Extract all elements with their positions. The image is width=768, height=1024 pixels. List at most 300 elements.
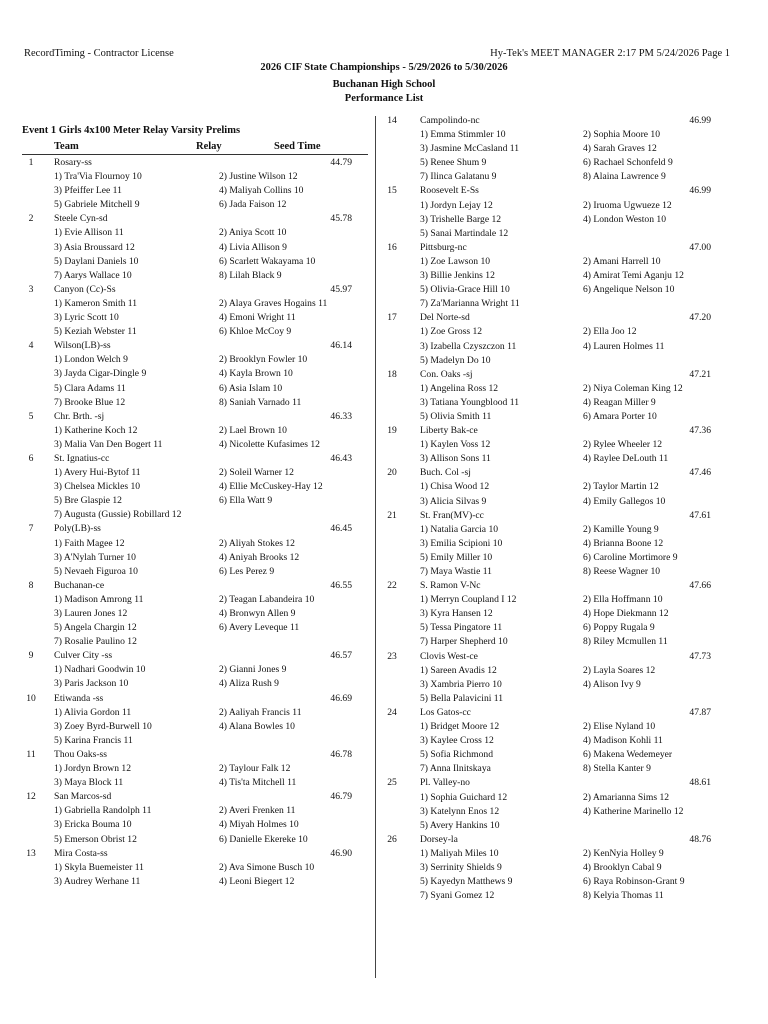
relay-entry [383, 706, 733, 776]
entry-team: Clovis West-ce [420, 650, 478, 662]
entry-rank: 15 [387, 185, 397, 197]
runner-name: 1) Faith Magee 12 [54, 537, 125, 549]
runner-name: 2) Aniya Scott 10 [219, 227, 287, 239]
runner-row [22, 241, 372, 255]
column-relay: Relay [196, 141, 222, 152]
entry-header-row [22, 212, 372, 226]
relay-entry [383, 776, 733, 832]
runner-name: 4) Madison Kohli 11 [583, 735, 663, 747]
runner-name: 5) Bre Glaspie 12 [54, 495, 122, 507]
runner-name: 4) Katherine Marinello 12 [583, 805, 684, 817]
entry-team: Rosary-ss [54, 157, 92, 168]
entry-header-row [383, 706, 733, 720]
runner-name: 8) Stella Kanter 9 [583, 763, 651, 775]
runner-name: 3) Chelsea Mickles 10 [54, 481, 141, 493]
runner-name: 2) Rylee Wheeler 12 [583, 439, 663, 451]
relay-entry [22, 156, 372, 212]
runner-row [383, 227, 733, 241]
runner-name: 3) Billie Jenkins 12 [420, 270, 495, 282]
runner-name: 7) Anna Ilnitskaya [420, 763, 491, 775]
relay-entry [22, 579, 372, 649]
entry-header-row [383, 833, 733, 847]
runner-name: 2) Ella Hoffmann 10 [583, 594, 663, 606]
runner-row [22, 466, 372, 480]
runner-name: 6) Jada Faison 12 [219, 199, 287, 211]
entry-rank: 5 [28, 410, 34, 422]
relay-entry [22, 847, 372, 889]
runner-row [383, 551, 733, 565]
runner-row [383, 720, 733, 734]
meet-manager-info: Hy-Tek's MEET MANAGER 2:17 PM 5/24/2026 Page 1 [490, 48, 730, 59]
runner-row [383, 593, 733, 607]
runner-row [383, 269, 733, 283]
runner-row [22, 184, 372, 198]
entry-rank: 12 [26, 791, 36, 803]
runner-row [383, 255, 733, 269]
relay-entry [383, 650, 733, 706]
runner-name: 2) Ella Joo 12 [583, 326, 637, 338]
runner-row [22, 508, 372, 522]
runner-name: 5) Sofia Richmond [420, 749, 494, 761]
runner-row [383, 142, 733, 156]
runner-row [383, 847, 733, 861]
entry-header-row [383, 424, 733, 438]
runner-name: 3) Pfeiffer Lee 11 [54, 185, 122, 197]
entry-rank: 4 [28, 340, 34, 352]
runner-row [22, 438, 372, 452]
runner-row [22, 480, 372, 494]
entry-header-row [383, 114, 733, 128]
runner-name: 1) Emma Stimmler 10 [420, 129, 506, 141]
runner-name: 3) Emilia Scipioni 10 [420, 537, 503, 549]
entry-header-row [383, 311, 733, 325]
runner-row [383, 748, 733, 762]
entry-team: Roosevelt E-Ss [420, 185, 479, 197]
entry-seed-time: 46.99 [689, 185, 711, 197]
runner-name: 6) Les Perez 9 [219, 565, 275, 577]
entry-header-row [383, 509, 733, 523]
runner-name: 5) Olivia-Grace Hill 10 [420, 284, 510, 296]
runner-name: 7) Syani Gomez 12 [420, 890, 495, 902]
entry-seed-time: 47.61 [689, 509, 711, 521]
runner-name: 4) Nicolette Kufasimes 12 [219, 438, 320, 450]
runner-row [22, 776, 372, 790]
runner-row [22, 861, 372, 875]
entry-rank: 13 [26, 847, 36, 859]
entry-seed-time: 46.99 [689, 115, 711, 126]
entry-seed-time: 48.76 [689, 833, 711, 845]
runner-name: 3) Paris Jackson 10 [54, 678, 129, 690]
runner-row [22, 226, 372, 240]
entry-seed-time: 47.36 [689, 425, 711, 437]
entry-team: Campolindo-nc [420, 115, 480, 126]
runner-row [22, 804, 372, 818]
runner-row [22, 677, 372, 691]
runner-name: 8) Saniah Varnado 11 [219, 396, 302, 408]
entry-seed-time: 46.55 [330, 579, 352, 591]
runner-name: 4) London Weston 10 [583, 213, 666, 225]
runner-row [22, 494, 372, 508]
relay-entry [383, 509, 733, 579]
runner-row [383, 734, 733, 748]
runner-name: 3) Lyric Scott 10 [54, 312, 119, 324]
runner-name: 5) Avery Hankins 10 [420, 819, 500, 831]
runner-name: 1) Katherine Koch 12 [54, 424, 138, 436]
runner-name: 1) Gabriella Randolph 11 [54, 805, 152, 817]
runner-name: 6) Scarlett Wakayama 10 [219, 255, 316, 267]
meet-title: 2026 CIF State Championships - 5/29/2026 to 5/30/2026 [260, 62, 508, 73]
entry-team: Steele Cyn-sd [54, 213, 108, 225]
runner-name: 1) Skyla Buemeister 11 [54, 861, 144, 873]
runner-row [22, 818, 372, 832]
entry-team: Los Gatos-cc [420, 706, 471, 718]
entry-header-row [22, 283, 372, 297]
entry-seed-time: 47.00 [689, 241, 711, 253]
runner-name: 5) Emily Miller 10 [420, 551, 493, 563]
runner-name: 6) Angelique Nelson 10 [583, 284, 675, 296]
runner-name: 6) Poppy Rugala 9 [583, 622, 655, 634]
runner-name: 2) Ava Simone Busch 10 [219, 861, 315, 873]
entry-header-row [22, 452, 372, 466]
runner-name: 2) Alaya Graves Hogains 11 [219, 297, 328, 309]
runner-name: 4) Ellie McCuskey-Hay 12 [219, 481, 323, 493]
runner-name: 4) Sarah Graves 12 [583, 143, 657, 155]
entry-rank: 14 [387, 115, 397, 126]
runner-row [383, 889, 733, 903]
runner-name: 2) Soleil Warner 12 [219, 467, 294, 479]
runner-row [22, 255, 372, 269]
entry-rank: 24 [387, 706, 397, 718]
runner-name: 3) Kyra Hansen 12 [420, 608, 493, 620]
runner-row [22, 396, 372, 410]
entry-team: San Marcos-sd [54, 791, 112, 803]
runner-row [22, 311, 372, 325]
runner-name: 1) Jordyn Lejay 12 [420, 199, 493, 211]
entry-seed-time: 46.14 [330, 340, 352, 352]
runner-name: 4) Amirat Temi Aganju 12 [583, 270, 684, 282]
entry-header-row [22, 790, 372, 804]
runner-row [383, 297, 733, 311]
runner-row [383, 692, 733, 706]
runner-name: 3) Maya Block 11 [54, 777, 124, 789]
entry-seed-time: 47.46 [689, 467, 711, 479]
runner-name: 3) Jasmine McCasland 11 [420, 143, 520, 155]
runner-name: 4) Maliyah Collins 10 [219, 185, 304, 197]
entry-header-row [383, 241, 733, 255]
entry-rank: 25 [387, 777, 397, 789]
entry-rank: 9 [28, 650, 34, 662]
entry-seed-time: 47.66 [689, 580, 711, 592]
relay-entry [22, 410, 372, 452]
runner-name: 7) Harper Shepherd 10 [420, 636, 508, 648]
runner-name: 8) Riley Mcmullen 11 [583, 636, 668, 648]
runner-name: 2) Taylor Martin 12 [583, 481, 659, 493]
entry-rank: 21 [387, 509, 397, 521]
runner-name: 3) Asia Broussard 12 [54, 241, 135, 253]
runner-name: 1) Kaylen Voss 12 [420, 439, 491, 451]
runner-name: 4) Brooklyn Cabal 9 [583, 861, 662, 873]
entry-header-row [22, 692, 372, 706]
runner-row [383, 861, 733, 875]
relay-entry [383, 114, 733, 184]
entry-header-row [22, 410, 372, 424]
entry-seed-time: 46.90 [330, 847, 352, 859]
runner-row [383, 875, 733, 889]
runner-name: 5) Olivia Smith 11 [420, 410, 492, 422]
entry-seed-time: 47.87 [689, 706, 711, 718]
runner-row [383, 382, 733, 396]
runner-name: 3) Trishelle Barge 12 [420, 213, 502, 225]
runner-name: 4) Alison Ivy 9 [583, 678, 641, 690]
relay-entry [383, 311, 733, 367]
runner-name: 7) Za'Marianna Wright 11 [420, 298, 520, 310]
runner-name: 2) Layla Soares 12 [583, 664, 656, 676]
runner-name: 1) Nadhari Goodwin 10 [54, 664, 146, 676]
relay-entry [22, 339, 372, 409]
runner-name: 2) Niya Coleman King 12 [583, 382, 683, 394]
runner-name: 3) Audrey Werhane 11 [54, 875, 141, 887]
entry-rank: 20 [387, 467, 397, 479]
runner-name: 3) Serrinity Shields 9 [420, 861, 502, 873]
entry-header-row [22, 156, 372, 170]
entry-header-row [383, 466, 733, 480]
runner-name: 2) Justine Wilson 12 [219, 171, 298, 183]
entry-seed-time: 46.78 [330, 748, 352, 760]
runner-row [383, 565, 733, 579]
entry-seed-time: 47.73 [689, 650, 711, 662]
entry-team: Mira Costa-ss [54, 847, 108, 859]
entry-seed-time: 46.45 [330, 523, 352, 535]
entries-left-column [22, 156, 372, 889]
runner-name: 1) Chisa Wood 12 [420, 481, 490, 493]
runner-row [383, 128, 733, 142]
runner-name: 2) KenNyia Holley 9 [583, 847, 664, 859]
event-title: Event 1 Girls 4x100 Meter Relay Varsity Prelims [22, 125, 241, 136]
runner-name: 5) Angela Chargin 12 [54, 622, 137, 634]
runner-name: 3) Jayda Cigar-Dingle 9 [54, 368, 147, 380]
entries-right-column [383, 114, 733, 903]
runner-row [22, 762, 372, 776]
runner-name: 4) Tis'ta Mitchell 11 [219, 777, 297, 789]
entry-team: Buchanan-ce [54, 579, 105, 591]
runner-name: 4) Leoni Biegert 12 [219, 875, 295, 887]
entry-team: Canyon (Cc)-Ss [54, 283, 116, 295]
relay-entry [22, 748, 372, 790]
runner-row [383, 537, 733, 551]
runner-row [22, 621, 372, 635]
runner-row [383, 438, 733, 452]
entry-team: Pl. Valley-no [420, 777, 470, 789]
runner-row [22, 607, 372, 621]
entry-header-row [22, 339, 372, 353]
entry-team: Etiwanda -ss [54, 692, 104, 704]
entry-header-row [383, 579, 733, 593]
runner-row [22, 875, 372, 889]
entry-rank: 10 [26, 692, 36, 704]
runner-row [22, 635, 372, 649]
runner-name: 5) Emerson Obrist 12 [54, 833, 137, 845]
runner-name: 4) Lauren Holmes 11 [583, 340, 665, 352]
runner-row [383, 283, 733, 297]
relay-entry [22, 522, 372, 578]
entry-rank: 3 [28, 283, 34, 295]
entry-team: Liberty Bak-ce [420, 425, 478, 437]
entry-rank: 1 [28, 157, 34, 168]
runner-name: 6) Rachael Schonfeld 9 [583, 157, 673, 169]
venue-title: Buchanan High School [332, 79, 436, 90]
runner-name: 4) Reagan Miller 9 [583, 396, 656, 408]
runner-name: 2) Lael Brown 10 [219, 424, 287, 436]
runner-name: 1) Sophia Guichard 12 [420, 791, 508, 803]
runner-name: 2) Teagan Labandeira 10 [219, 593, 315, 605]
runner-row [22, 565, 372, 579]
relay-entry [383, 184, 733, 240]
entry-rank: 16 [387, 241, 397, 253]
relay-entry [383, 424, 733, 466]
runner-name: 3) Malia Van Den Bogert 11 [54, 438, 163, 450]
license-text: RecordTiming - Contractor License [24, 48, 174, 59]
runner-name: 5) Daylani Daniels 10 [54, 255, 139, 267]
runner-row [22, 424, 372, 438]
entry-team: Con. Oaks -sj [420, 368, 473, 380]
entry-seed-time: 47.21 [689, 368, 711, 380]
entry-team: S. Ramon V-Nc [420, 580, 481, 592]
entry-team: Del Norte-sd [420, 312, 470, 324]
entry-rank: 7 [28, 523, 34, 535]
runner-row [22, 537, 372, 551]
runner-row [22, 269, 372, 283]
runner-name: 6) Raya Robinson-Grant 9 [583, 876, 685, 888]
runner-row [383, 480, 733, 494]
entry-team: Culver City -ss [54, 650, 113, 662]
runner-name: 6) Khloe McCoy 9 [219, 326, 292, 338]
runner-row [383, 340, 733, 354]
runner-name: 7) Augusta (Gussie) Robillard 12 [54, 509, 182, 521]
entry-rank: 8 [28, 579, 34, 591]
runner-name: 8) Reese Wagner 10 [583, 566, 661, 577]
entry-seed-time: 46.69 [330, 692, 352, 704]
runner-name: 4) Raylee DeLouth 11 [583, 453, 669, 465]
runner-name: 6) Makena Wedemeyer [583, 749, 673, 761]
runner-row [22, 720, 372, 734]
relay-entry [383, 579, 733, 649]
runner-name: 2) Amani Harrell 10 [583, 255, 661, 267]
entry-team: Dorsey-la [420, 833, 458, 845]
entry-team: Poly(LB)-ss [54, 523, 101, 535]
runner-name: 3) Lauren Jones 12 [54, 608, 128, 619]
relay-entry [383, 368, 733, 424]
runner-name: 1) Angelina Ross 12 [420, 382, 499, 394]
runner-name: 4) Emily Gallegos 10 [583, 495, 666, 507]
runner-row [383, 762, 733, 776]
runner-row [383, 213, 733, 227]
runner-row [383, 678, 733, 692]
runner-name: 4) Miyah Holmes 10 [219, 819, 299, 831]
runner-name: 8) Lilah Black 9 [219, 269, 282, 281]
entry-seed-time: 47.20 [689, 312, 711, 324]
runner-name: 7) Brooke Blue 12 [54, 396, 126, 408]
runner-row [22, 325, 372, 339]
column-team: Team [54, 141, 79, 152]
runner-name: 1) Zoe Gross 12 [420, 326, 483, 338]
runner-row [383, 410, 733, 424]
runner-name: 3) Alicia Silvas 9 [420, 495, 487, 507]
runner-name: 7) Maya Wastie 11 [420, 566, 492, 577]
runner-row [22, 734, 372, 748]
runner-row [383, 396, 733, 410]
entry-rank: 17 [387, 312, 397, 324]
runner-row [383, 664, 733, 678]
runner-name: 1) Evie Allison 11 [54, 227, 124, 239]
runner-name: 3) Katelynn Enos 12 [420, 805, 500, 817]
runner-name: 4) Aliza Rush 9 [219, 678, 279, 690]
entry-seed-time: 48.61 [689, 777, 711, 789]
runner-name: 3) Zoey Byrd-Burwell 10 [54, 720, 152, 732]
runner-name: 5) Keziah Webster 11 [54, 326, 137, 338]
entry-team: St. Ignatius-cc [54, 452, 110, 464]
runner-name: 1) Avery Hui-Bytof 11 [54, 467, 141, 479]
runner-row [383, 523, 733, 537]
runner-name: 1) London Welch 9 [54, 354, 128, 366]
runner-name: 1) Tra'Via Flournoy 10 [54, 171, 142, 183]
entry-team: Thou Oaks-ss [54, 748, 108, 760]
runner-name: 6) Ella Watt 9 [219, 495, 273, 507]
runner-row [383, 607, 733, 621]
relay-entry [22, 692, 372, 748]
runner-name: 2) Gianni Jones 9 [219, 664, 287, 676]
runner-name: 4) Kayla Brown 10 [219, 368, 293, 380]
runner-name: 3) Izabella Czyszczon 11 [420, 340, 517, 352]
relay-entry [22, 790, 372, 846]
runner-name: 6) Danielle Ekereke 10 [219, 833, 308, 845]
entry-rank: 22 [387, 580, 397, 592]
runner-name: 6) Caroline Mortimore 9 [583, 551, 678, 563]
runner-row [22, 170, 372, 184]
runner-name: 2) Iruoma Ugwueze 12 [583, 199, 672, 211]
runner-name: 1) Merryn Coupland I 12 [420, 594, 517, 606]
entry-header-row [383, 776, 733, 790]
runner-name: 3) A'Nylah Turner 10 [54, 551, 136, 563]
entry-rank: 23 [387, 650, 397, 662]
entry-seed-time: 46.33 [330, 410, 352, 422]
runner-name: 2) Sophia Moore 10 [583, 129, 661, 141]
entry-rank: 11 [26, 748, 36, 760]
runner-name: 1) Jordyn Brown 12 [54, 763, 132, 775]
runner-name: 1) Natalia Garcia 10 [420, 523, 499, 535]
relay-entry [22, 649, 372, 691]
runner-row [383, 156, 733, 170]
runner-name: 4) Aniyah Brooks 12 [219, 551, 300, 563]
runner-name: 4) Livia Allison 9 [219, 241, 287, 253]
runner-name: 8) Kelyia Thomas 11 [583, 890, 664, 902]
runner-row [383, 495, 733, 509]
runner-row [22, 198, 372, 212]
runner-row [383, 170, 733, 184]
entry-seed-time: 46.57 [330, 650, 352, 662]
entry-seed-time: 45.97 [330, 283, 352, 295]
runner-row [22, 297, 372, 311]
entry-header-row [383, 650, 733, 664]
report-title: Performance List [344, 93, 424, 104]
runner-name: 5) Kayedyn Matthews 9 [420, 876, 513, 888]
runner-row [383, 325, 733, 339]
runner-name: 2) Aliyah Stokes 12 [219, 537, 295, 549]
runner-name: 7) Ilinca Galatanu 9 [420, 171, 497, 183]
runner-name: 4) Emoni Wright 11 [219, 312, 296, 324]
runner-name: 6) Asia Islam 10 [219, 382, 283, 394]
runner-name: 5) Clara Adams 11 [54, 382, 126, 394]
runner-name: 5) Gabriele Mitchell 9 [54, 199, 140, 211]
